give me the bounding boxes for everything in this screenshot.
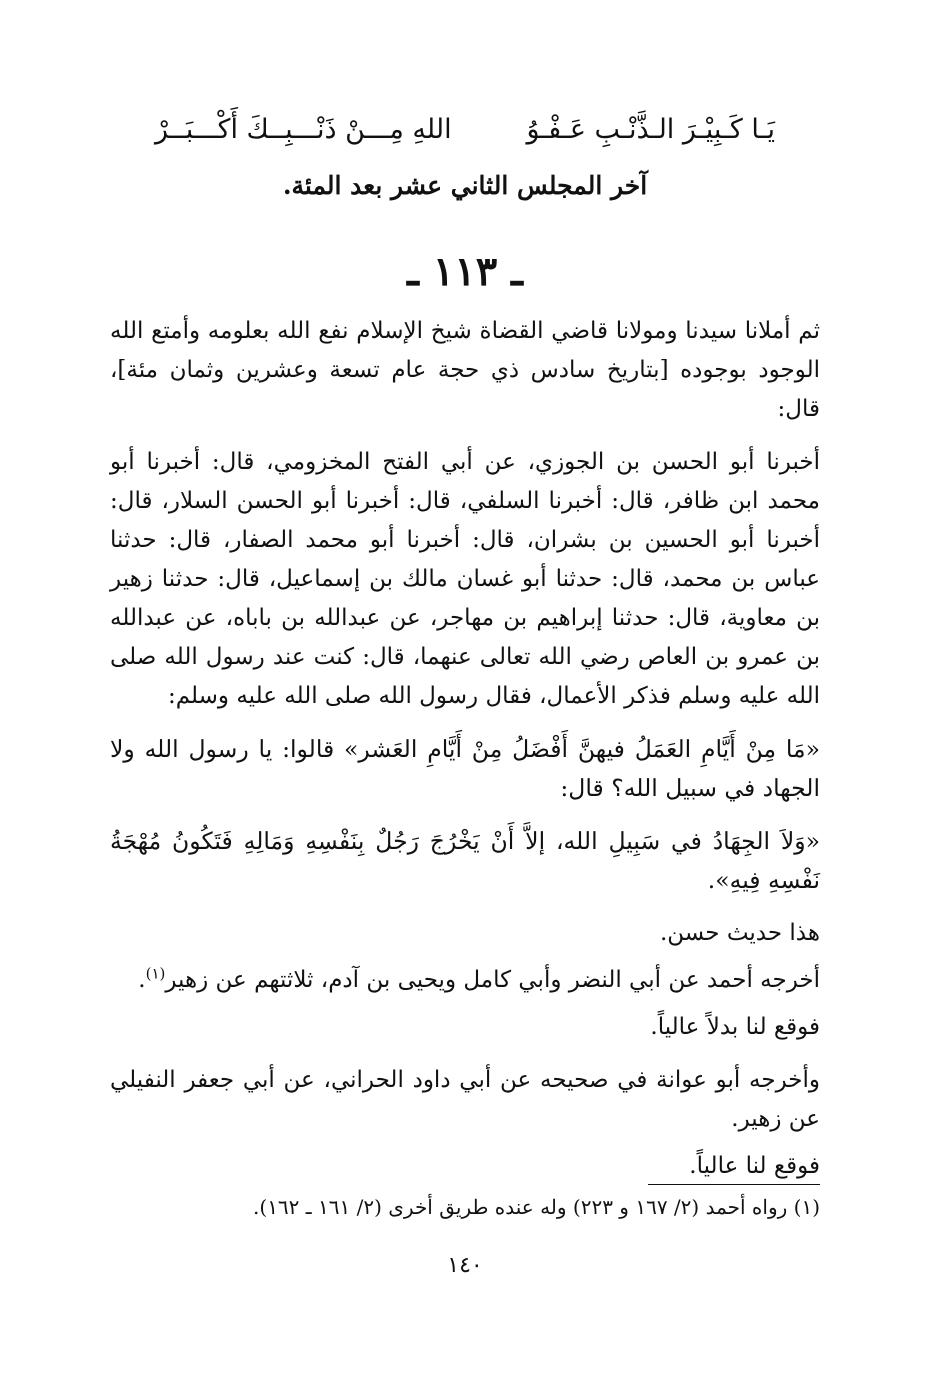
isnad-paragraph: أخبرنا أبو الحسن بن الجوزي، عن أبي الفتح المخزومي، قال: أخبرنا أبو محمد ابن ظافر، قال: أخبرنا السلفي، قال: أخبرنا أبو الحسن السلار، قال: أخبرنا أبو الحسين بن بشران، قال: أخبرنا أبو محمد الصفار، قال: حدثنا عباس بن محمد، قال: حدثنا أبو غسان مالك بن إسماعيل، قال: حدثنا زهير بن معاوية، قال: حدثنا إبراهيم بن مهاجر، عن عبدالله بن باباه، عن عبدالله بن عمرو بن العاص رضي الله تعالى عنهما، قال: كنت عند رسول الله صلى الله عليه وسلم فذكر الأعمال، فقال رسول الله صلى الله عليه وسلم:	[110, 449, 820, 709]
takhrij-ahmad	[110, 961, 820, 1000]
poetry-verse	[155, 108, 775, 152]
section-number: ـ ١١٣ ـ	[407, 248, 523, 295]
footnote-divider	[648, 1184, 820, 1185]
verse-hemistich-right: يَـا كَـبِيْـرَ الـذَّنْـبِ عَـفْـوُ	[526, 114, 775, 145]
footnote-reference: (١)	[145, 964, 166, 983]
main-text	[110, 312, 820, 1194]
page-number: ١٤٠	[447, 1253, 483, 1278]
session-end-heading: آخر المجلس الثاني عشر بعد المئة.	[282, 171, 648, 200]
verse-hemistich-left: اللهِ مِـــنْ ذَنْـــبِــكَ أَكْـــبَــرْ	[155, 114, 452, 145]
hadith-paragraph-1: «مَا مِنْ أَيَّامِ العَمَلُ فيهنَّ أَفْضَلُ مِنْ أَيَّامِ العَشر» قالوا: يا رسول الله ولا الجهاد في سبيل الله؟ قال:	[110, 735, 820, 802]
aliyan-line: فوقع لنا عالياً.	[689, 1153, 820, 1179]
takhrij-ahmad-text: أخرجه أحمد عن أبي النضر وأبي كامل ويحيى بن آدم، ثلاثتهم عن زهير	[165, 967, 820, 993]
hadith-paragraph-2: «وَلاَ الجِهَادُ في سَبِيلِ الله، إلاَّ أَنْ يَخْرُجَ رَجُلٌ بِنَفْسِهِ وَمَالِهِ فَتَكُونُ مُهْجَةُ نَفْسِهِ فِيهِ».	[110, 827, 820, 894]
takhrij-abu-awana: وأخرجه أبو عوانة في صحيحه عن أبي داود الحراني، عن أبي جعفر النفيلي عن زهير.	[110, 1067, 820, 1132]
footnote: (١) رواه أحمد (٢/ ١٦٧ و ٢٢٣) وله عنده طريق أخرى (٢/ ١٦١ ـ ١٦٢).	[253, 1195, 820, 1219]
badal-line: فوقع لنا بدلاً عالياً.	[650, 1014, 820, 1040]
takhrij-ahmad-end: .	[138, 967, 146, 993]
grading-line: هذا حديث حسن.	[659, 920, 820, 946]
intro-paragraph: ثم أملانا سيدنا ومولانا قاضي القضاة شيخ الإسلام نفع الله بعلومه وأمتع الله الوجود بوجوده [بتاريخ سادس ذي حجة عام تسعة وعشرين وثمان مئة]، قال:	[110, 318, 820, 422]
